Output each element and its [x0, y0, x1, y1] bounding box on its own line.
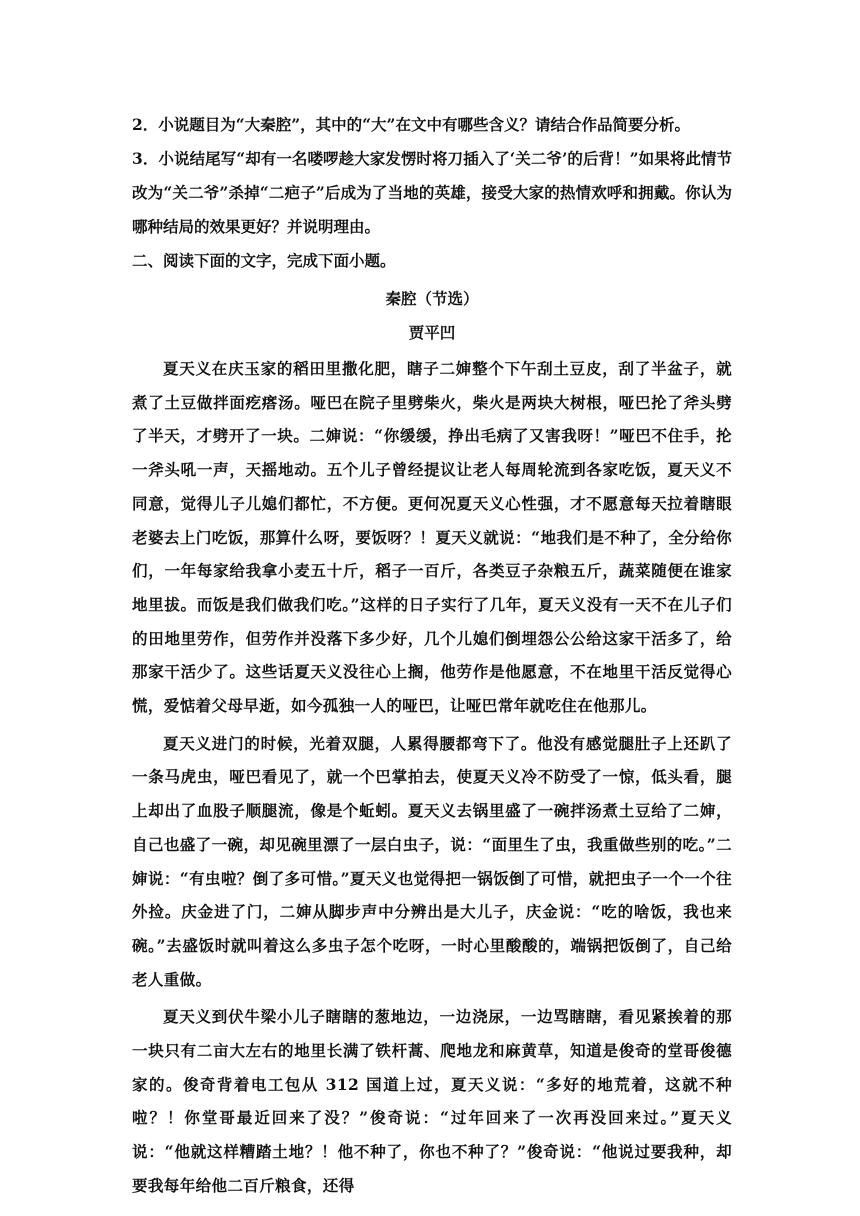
question-text: 小说结尾写“却有一名喽啰趁大家发愣时将刀插入了‘关二爷’的后背！”如果将此情节改为“关二爷”杀掉“二疤子”后成为了当地的英雄，接受大家的热情欢呼和拥戴。你认为哪种结局的效果更好？并说明理由。 — [132, 149, 732, 236]
question-2 — [132, 108, 732, 142]
article-paragraph: 夏天义到伏牛梁小儿子瞎瞎的葱地边，一边浇尿，一边骂瞎瞎，看见紧挨着的那一块只有二亩大左右的地里长满了铁杆蒿、爬地龙和麻黄草，知道是俊奇的堂哥俊德家的。俊奇背着电工包从 312 国道上过，夏天义说：“多好的地荒着，这就不种啦？！你堂哥最近回来了没？”俊奇说：“过年回来了一次再没回来过。”夏天义说：“他就这样糟踏土地？！他不种了，你也不种了？”俊奇说：“他说过要我种，却要我每年给他二百斤粮食，还得 — [132, 1007, 732, 1195]
question-number: 2． — [132, 115, 159, 134]
section-heading: 二、阅读下面的文字，完成下面小题。 — [132, 251, 396, 270]
question-text: 小说题目为“大秦腔”，其中的“大”在文中有哪些含义？请结合作品简要分析。 — [158, 115, 690, 134]
article-title: 秦腔（节选） — [385, 289, 479, 308]
document-page — [132, 108, 732, 1207]
question-3 — [132, 142, 732, 244]
article-paragraph: 夏天义进门的时候，光着双腿，人累得腰都弯下了。他没有感觉腿肚子上还趴了一条马虎虫，哑巴看见了，就一个巴掌拍去，使夏天义冷不防受了一惊，低头看，腿上却出了血股子顺腿流，像是个蚯蚓。夏天义去锅里盛了一碗拌汤煮土豆给了二婶，自己也盛了一碗，却见碗里漂了一层白虫子，说：“面里生了虫，我重做些别的吃。”二婶说：“有虫啦？倒了多可惜。”夏天义也觉得把一锅饭倒了可惜，就把虫子一个一个往外捡。庆金进了门，二婶从脚步声中分辨出是大儿子，庆金说：“吃的啥饭，我也来碗。”去盛饭时就叫着这么多虫子怎个吃呀，一时心里酸酸的，端锅把饭倒了，自己给老人重做。 — [132, 733, 732, 989]
question-number: 3． — [132, 149, 159, 168]
article-paragraph: 夏天义在庆玉家的稻田里撒化肥，瞎子二婶整个下午刮土豆皮，刮了半盆子，就煮了土豆做拌面疙瘩汤。哑巴在院子里劈柴火，柴火是两块大树根，哑巴抡了斧头劈了半天，才劈开了一块。二婶说：“你缓缓，挣出毛病了又害我呀！”哑巴不住手，抡一斧头吼一声，天摇地动。五个儿子曾经提议让老人每周轮流到各家吃饭，夏天义不同意，觉得儿子儿媳们都忙，不方便。更何况夏天义心性强，才不愿意每天拉着瞎眼老婆去上门吃饭，那算什么呀，要饭呀？！夏天义就说：“地我们是不种了，全分给你们，一年每家给我拿小麦五十斤，稻子一百斤，各类豆子杂粮五斤，蔬菜随便在谁家地里拔。而饭是我们做我们吃。”这样的日子实行了几年，夏天义没有一天不在儿子们的田地里劳作，但劳作并没落下多少好，几个儿媳们倒埋怨公公给这家干活多了，给那家干活少了。这些话夏天义没往心上搁，他劳作是他愿意，不在地里干活反觉得心慌，爱惦着父母早逝，如今孤独一人的哑巴，让哑巴常年就吃住在他那儿。 — [132, 359, 732, 716]
article-author: 贾平凹 — [408, 323, 456, 342]
